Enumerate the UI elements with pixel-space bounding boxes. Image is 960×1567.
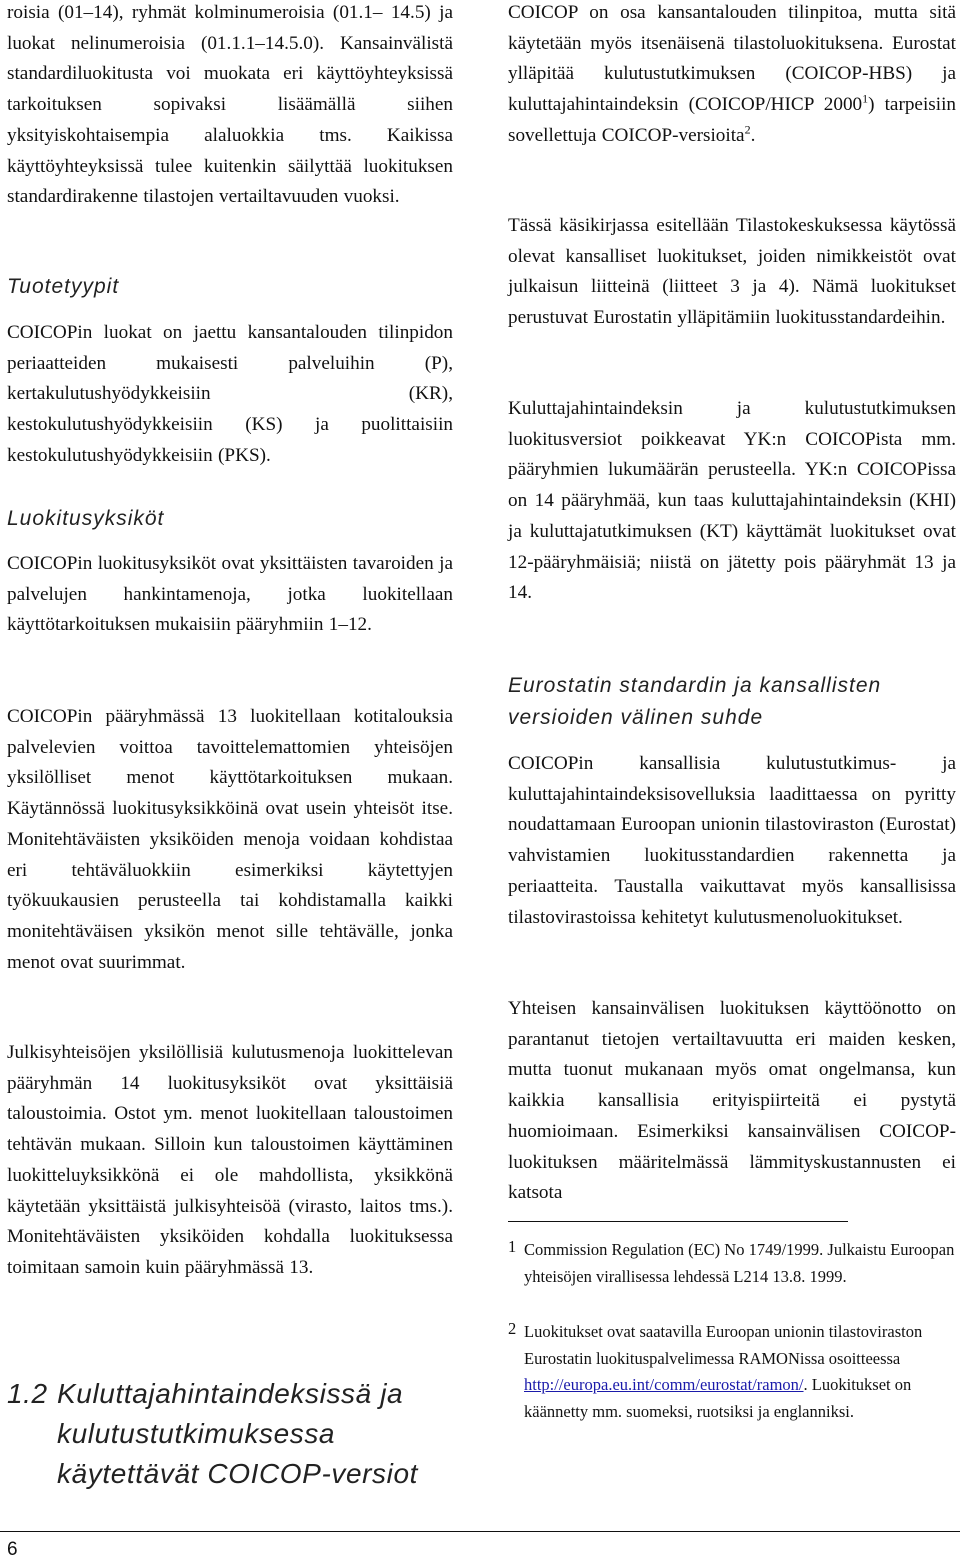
heading-luokitusyksikot: Luokitusyksiköt bbox=[7, 507, 165, 530]
footnote-2-text bbox=[508, 1319, 956, 1425]
text-run: Luokitukset ovat saatavilla Euroopan unionin tilastoviraston Eurostatin luokituspalvelimessa RAMONissa osoitteessa bbox=[524, 1322, 923, 1368]
footnote-1 bbox=[508, 1237, 956, 1290]
paragraph-eurostat-standards: COICOPin kansallisia kulutustutkimus- ja kuluttajahintaindeksisovelluksia laadittaessa on pyritty noudattamaan Euroopan unionin tilastoviraston (Eurostat) vahvistamien luokitusstandardien rakennetta ja periaatteita. Taustalla vaikuttavat myös kansallisissa tilastovirastoissa kehitetyt kulutusmenoluokitukset. bbox=[508, 753, 956, 928]
section-heading-1-2 bbox=[7, 1374, 453, 1494]
text-run: ) tarpeisiin sovellettuja COICOP-versioita bbox=[508, 94, 956, 146]
ramon-link[interactable]: http://europa.eu.int/comm/eurostat/ramon/ bbox=[524, 1375, 804, 1394]
footnote-2-number: 2 bbox=[508, 1319, 517, 1338]
footnote-2 bbox=[508, 1319, 956, 1425]
paragraph-coicop-versions bbox=[508, 0, 956, 152]
section-title-line1: Kuluttajahintaindeksissä ja bbox=[57, 1378, 404, 1409]
paragraph-group-14: Julkisyhteisöjen yksilöllisiä kulutusmenoja luokittelevan pääryhmän 14 luokitusyksiköt ovat yksittäisiä taloustoimia. Ostot ym. menot luokitellaan taloustoimen tehtävän mukaan. Silloin kun taloustoimen käyttäminen luokitteluyksikkönä ei ole mahdollista, yksikkönä käytetään yksittäistä julkisyhteisöä (virasto, laitos tms.). Monitehtäväisten yksiköiden kohdalla luokituksessa toimitaan samoin kuin pääryhmässä 13. bbox=[7, 1042, 453, 1278]
page-footer-rule bbox=[0, 1531, 960, 1532]
section-title-rest: kulutustutkimuksessa käytettävät COICOP-versiot bbox=[57, 1418, 419, 1489]
paragraph-international-comparability: Yhteisen kansainvälisen luokituksen käyttöönotto on parantanut tietojen vertailtavuutta eri maiden kesken, mutta tuonut mukanaan myös omat ongelmansa, kun kaikkia kansallisia erityispiirteitä ei pystytä huomioimaan. Esimerkiksi kansainvälisen COICOP-luokituksen määritelmässä lämmityskustannusten ei katsota bbox=[508, 998, 956, 1204]
paragraph-national-classifications: Tässä käsikirjassa esitellään Tilastokeskuksessa käytössä olevat kansalliset luokitukset, joiden nimikkeistöt ovat julkaisun liitteinä (liitteet 3 ja 4). Nämä luokitukset perustuvat Eurostatin ylläpitämiin luokitusstandardeihin. bbox=[508, 215, 956, 329]
paragraph-group-13: COICOPin pääryhmässä 13 luokitellaan kotitalouksia palvelevien voittoa tavoittelemattomien yhteisöjen yksilölliset menot käyttötarkoituksen mukaan. Käytännössä luokitusyksikköinä ovat usein yhteisöt itse. Monitehtäväisten yksiköiden menoja voidaan kohdistaa eri tehtäväluokkiin esimerkiksi käytettyjen työkuukausien perusteella tai kohdistamalla kaikki monitehtäväisen yksikön menot sille tehtävälle, jonka menot ovat suurimmat. bbox=[7, 706, 453, 973]
text-run: COICOP on osa kansantalouden tilinpitoa, mutta sitä käytetään myös itsenäisenä tilastoluokituksena. Eurostat ylläpitää kulutustutkimuksen (COICOP-HBS) ja kuluttajahintaindeksin (COICOP/HICP 2000 bbox=[508, 2, 956, 116]
page-number: 6 bbox=[7, 1539, 18, 1560]
footnote-1-text: Commission Regulation (EC) No 1749/1999. Julkaistu Euroopan yhteisöjen virallisessa lehdessä L214 13.8. 1999. bbox=[524, 1240, 955, 1286]
section-number: 1.2 bbox=[7, 1378, 48, 1409]
footnote-1-number: 1 bbox=[508, 1237, 517, 1256]
paragraph-product-types: COICOPin luokat on jaettu kansantalouden tilinpidon periaatteiden mukaisesti palveluihin (P), kertakulutushyödykkeisiin (KR), kestokulutushyödykkeisiin (KS) ja puolittaisiin kestokulutushyödykkeisiin (PKS). bbox=[7, 322, 453, 466]
heading-tuotetyypit: Tuotetyypit bbox=[7, 275, 120, 298]
footnote-ref-1[interactable]: 1 bbox=[862, 91, 869, 106]
text-run: . bbox=[750, 124, 756, 146]
footnote-ref-2[interactable]: 2 bbox=[744, 122, 751, 137]
paragraph-version-differences: Kuluttajahintaindeksin ja kulutustutkimuksen luokitusversiot poikkeavat YK:n COICOPista mm. pääryhmien lukumäärän perusteella. YK:n COICOPissa on 14 pääryhmää, kun taas kuluttajahintaindeksin (KHI) ja kuluttajatutkimuksen (KT) käyttämät luokitukset ovat 12-pääryhmäisiä; niistä on jätetty pois pääryhmät 13 ja 14. bbox=[508, 398, 956, 604]
heading-eurostat-relation: Eurostatin standardin ja kansallisten versioiden välinen suhde bbox=[508, 674, 882, 729]
text-run: . Luokitukset on käännetty mm. suomeksi, ruotsiksi ja englanniksi. bbox=[524, 1375, 912, 1421]
paragraph-classification-levels: roisia (01–14), ryhmät kolminumeroisia (01.1– 14.5) ja luokat nelinumeroisia (01.1.1–14.5.0). Kansainvälistä standardiluokitusta voi muokata eri käyttöyhteyksissä tarkoituksen sopivaksi lisäämällä siihen yksityiskohtaisempia alaluokkia tms. Kaikissa käyttöyhteyksissä tulee kuitenkin säilyttää luokituksen standardirakenne tilastojen vertailtavuuden vuoksi. bbox=[7, 2, 453, 208]
paragraph-classification-units: COICOPin luokitusyksiköt ovat yksittäisten tavaroiden ja palvelujen hankintamenoja, jotka luokitellaan käyttötarkoituksen mukaisiin pääryhmiin 1–12. bbox=[7, 553, 453, 636]
footnote-separator bbox=[508, 1221, 848, 1222]
